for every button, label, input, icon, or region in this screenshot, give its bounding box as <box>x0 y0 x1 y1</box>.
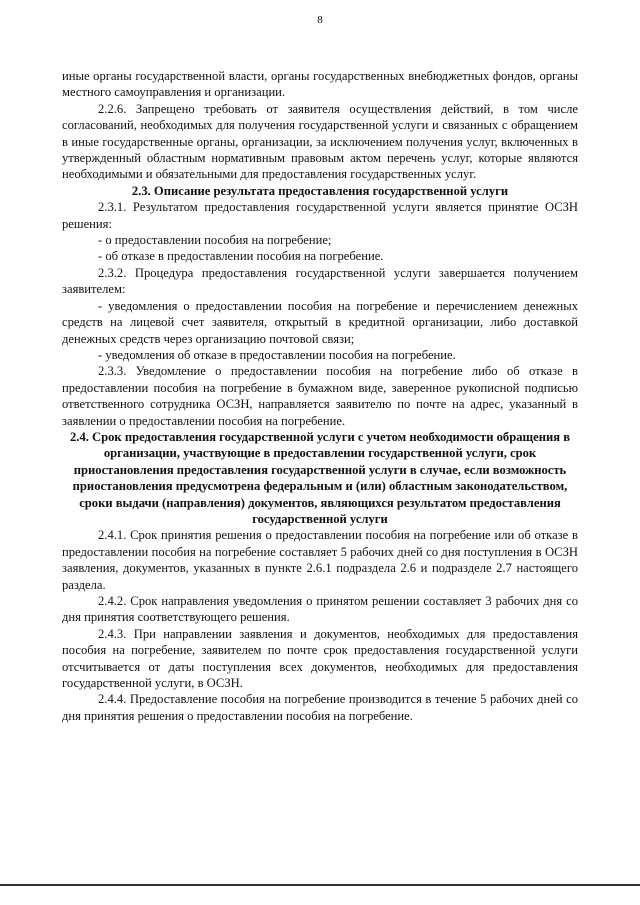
section-heading-2-3: 2.3. Описание результата предоставления государственной услуги <box>131 183 509 198</box>
section-heading-2-4: 2.4. Срок предоставления государственной услуги с учетом необходимости обращения в организации, участвующие в предоставлении государственной услуги, срок приостановления предоставления государственной услуги в случае, если возможность приостановления предусмотрена федеральным и (или) областным законодательством, сроки выдачи (направления) документов, являющихся результатом предоставления государственной услуги <box>70 429 570 526</box>
paragraph-2-4-3: 2.4.3. При направлении заявления и документов, необходимых для предоставления пособия на погребение, заявителем по почте срок предоставления государственной услуги отсчитывается от даты поступления всех документов, необходимых для предоставления государственной услуги, в ОСЗН. <box>62 626 578 691</box>
paragraph-2-4-2: 2.4.2. Срок направления уведомления о принятом решении составляет 3 рабочих дня со дня принятия соответствующего решения. <box>62 594 578 625</box>
paragraph-2-3-2: 2.3.2. Процедура предоставления государственной услуги завершается получением заявителем: <box>62 265 578 297</box>
paragraph-2-3-1: 2.3.1. Результатом предоставления государственной услуги является принятие ОСЗН решения: <box>62 200 578 231</box>
paragraph-2-4-4: 2.4.4. Предоставление пособия на погребение производится в течение 5 рабочих дней со дня принятия решения о предоставлении пособия на погребение. <box>62 692 578 723</box>
paragraph-2-4-1: 2.4.1. Срок принятия решения о предоставлении пособия на погребение или об отказе в предоставлении пособия на погребение составляет 5 рабочих дней со дня поступления в ОСЗН заявления, документов, указанных в пункте 2.6.1 подраздела 2.6 и подразделе 2.7 настоящего раздела. <box>62 528 578 592</box>
list-item: - уведомления о предоставлении пособия на погребение и перечислением денежных средств на лицевой счет заявителя, открытый в кредитной организации, либо доставкой денежных средств через организацию почтовой связи; <box>62 298 578 346</box>
paragraph-2-2-6: 2.2.6. Запрещено требовать от заявителя осуществления действий, в том числе согласований, необходимых для получения государственной услуги и связанных с обращением в иные государственные органы, организации, за исключением получения услуг, включенных в утвержденный областным нормативным правовым актом перечень услуг, которые являются необходимыми и обязательными для предоставления государственных услуг. <box>62 101 578 182</box>
list-item: - об отказе в предоставлении пособия на погребение. <box>98 249 384 264</box>
page-bottom-rule <box>0 884 640 886</box>
page-number: 8 <box>317 14 323 26</box>
list-item: - о предоставлении пособия на погребение; <box>98 233 332 248</box>
list-item: - уведомления об отказе в предоставлении пособия на погребение. <box>98 347 456 362</box>
document-body <box>62 68 578 724</box>
paragraph-continuation: иные органы государственной власти, органы государственных внебюджетных фондов, органы местного самоуправления и организации. <box>62 69 578 100</box>
paragraph-2-3-3: 2.3.3. Уведомление о предоставлении пособия на погребение либо об отказе в предоставлении пособия на погребение в бумажном виде, заверенное рукописной подписью ответственного сотрудника ОСЗН, направляется заявителю по почте на адрес, указанный в заявлении о предоставлении пособия на погребение. <box>62 364 578 428</box>
